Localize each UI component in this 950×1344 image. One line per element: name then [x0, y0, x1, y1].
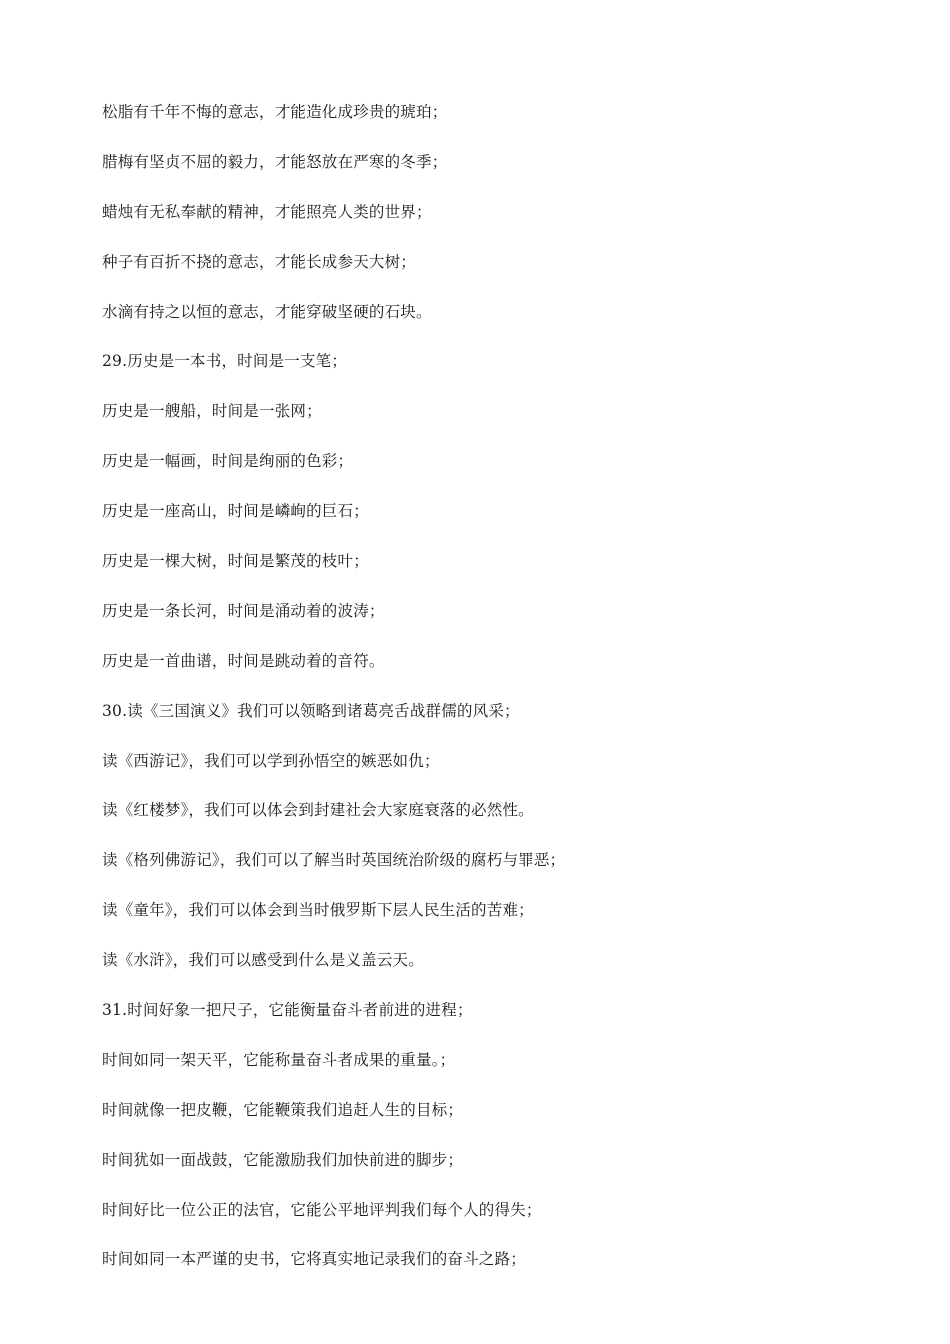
text-line: 读《格列佛游记》，我们可以了解当时英国统治阶级的腐朽与罪恶； [102, 851, 566, 870]
text-line: 历史是一棵大树，时间是繁茂的枝叶； [102, 552, 369, 571]
text-line: 读《红楼梦》，我们可以体会到封建社会大家庭衰落的必然性。 [102, 801, 534, 820]
text-line: 时间好比一位公正的法官，它能公平地评判我们每个人的得失； [102, 1200, 542, 1219]
text-line: 时间如同一本严谨的史书，它将真实地记录我们的奋斗之路； [102, 1250, 526, 1269]
text-line: 种子有百折不挠的意志，才能长成参天大树； [102, 252, 417, 271]
text-line: 历史是一艘船，时间是一张网； [102, 402, 322, 421]
text-line: 蜡烛有无私奉献的精神，才能照亮人类的世界； [102, 202, 432, 221]
text-line: 水滴有持之以恒的意志，才能穿破坚硬的石块。 [102, 302, 432, 321]
text-line: 时间如同一架天平，它能称量奋斗者成果的重量。； [102, 1050, 456, 1069]
text-line: 历史是一幅画，时间是绚丽的色彩； [102, 452, 354, 471]
text-line: 历史是一首曲谱，时间是跳动着的音符。 [102, 651, 385, 670]
text-line: 历史是一条长河，时间是涌动着的波涛； [102, 601, 385, 620]
text-line: 松脂有千年不悔的意志，才能造化成珍贵的琥珀； [102, 103, 448, 121]
item-30-heading: 30.读《三国演义》我们可以领略到诸葛亮舌战群儒的风采； [102, 701, 520, 720]
document-body [102, 98, 862, 1295]
item-29-heading: 29.历史是一本书，时间是一支笔； [102, 352, 348, 371]
text-line: 腊梅有坚贞不屈的毅力，才能怒放在严寒的冬季； [102, 152, 448, 171]
text-line: 历史是一座高山，时间是嶙峋的巨石； [102, 502, 369, 521]
text-line: 读《西游记》，我们可以学到孙悟空的嫉恶如仇； [102, 751, 440, 770]
text-line: 时间犹如一面战鼓，它能激励我们加快前进的脚步； [102, 1150, 464, 1169]
text-line: 读《水浒》，我们可以感受到什么是义盖云天。 [102, 951, 424, 970]
text-line: 读《童年》，我们可以体会到当时俄罗斯下层人民生活的苦难； [102, 901, 534, 920]
text-line: 时间就像一把皮鞭，它能鞭策我们追赶人生的目标； [102, 1100, 464, 1119]
item-31-heading: 31.时间好象一把尺子，它能衡量奋斗者前进的进程； [102, 1001, 473, 1020]
